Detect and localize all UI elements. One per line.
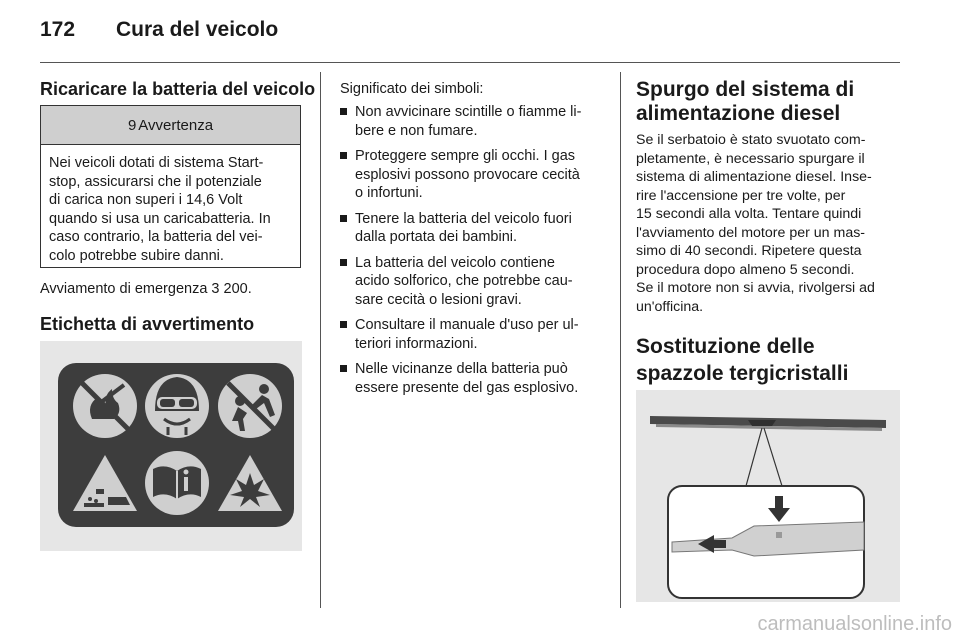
cross-reference-text: Avviamento di emergenza [40, 281, 208, 297]
paragraph-line: Se il motore non si avvia, rivolgersi ad [636, 280, 875, 296]
page-number: 172 [40, 18, 76, 41]
warning-header [41, 106, 300, 145]
list-item-line: dalla portata dei bambini. [355, 229, 518, 245]
warning-text [41, 145, 300, 265]
list-item-line: teriori informazioni. [355, 335, 478, 352]
list-item-line: esplosivi possono provocare cecità [355, 166, 580, 183]
page-arrow-icon: 3 [211, 281, 220, 297]
warning-title: Avvertenza [138, 116, 214, 134]
column-divider-left [320, 72, 321, 608]
header-rule [40, 62, 900, 63]
list-item-line: essere presente del gas esplosivo. [355, 379, 579, 396]
bullet-square-icon [340, 365, 347, 372]
list-item [340, 360, 608, 397]
section-title-line: Sostituzione delle [636, 335, 815, 358]
page-title: Cura del veicolo [116, 18, 279, 41]
wiper-figure [636, 390, 900, 602]
read-manual-icon [145, 451, 209, 515]
symbols-list [340, 103, 608, 404]
paragraph-line: un'officina. [636, 298, 704, 315]
list-item-line: La batteria del veicolo contiene [355, 254, 555, 271]
column-divider-right [620, 72, 621, 608]
warning-label-figure [40, 341, 302, 551]
section-title-wiper-replacement [636, 333, 906, 387]
list-item-line: sare cecità o lesioni gravi. [355, 291, 522, 308]
wiper-illustration [636, 390, 900, 602]
bullet-square-icon [340, 321, 347, 328]
list-item [340, 103, 608, 140]
warning-label-illustration [40, 341, 302, 551]
list-item-line: Nelle vicinanze della batteria può [355, 361, 568, 377]
list-item [340, 254, 608, 310]
paragraph-line: sistema di alimentazione diesel. Inse- [636, 169, 872, 185]
diesel-bleed-text [636, 131, 908, 316]
paragraph-line: 15 secondi alla volta. Tentare quindi [636, 206, 862, 222]
list-item [340, 316, 608, 353]
warning-line: quando si usa un caricabatteria. In [49, 210, 271, 227]
list-item-line: Non avvicinare scintille o fiamme li- [355, 104, 582, 120]
bullet-square-icon [340, 215, 347, 222]
paragraph-line: Se il serbatoio è stato svuotato com- [636, 132, 866, 148]
section-title-line: spazzole tergicristalli [636, 362, 849, 385]
paragraph-line: pletamente, è necessario spurgare il [636, 150, 865, 167]
list-item-line: Proteggere sempre gli occhi. I gas [355, 148, 576, 164]
paragraph-line: l'avviamento del motore per un mas- [636, 224, 866, 241]
bullet-square-icon [340, 259, 347, 266]
paragraph-line: simo di 40 secondi. Ripetere questa [636, 243, 862, 259]
list-item-line: bere e non fumare. [355, 122, 478, 139]
list-item-line: Tenere la batteria del veicolo fuori [355, 210, 572, 227]
paragraph-line: rire l'accensione per tre volte, per [636, 187, 846, 204]
list-item-line: o infortuni. [355, 185, 423, 201]
keep-children-away-icon [218, 374, 282, 438]
paragraph-line: procedura dopo almeno 5 secondi. [636, 261, 855, 278]
cross-reference [40, 280, 252, 299]
warning-line: stop, assicurarsi che il potenziale [49, 173, 262, 190]
warning-line: caso contrario, la batteria del vei- [49, 229, 263, 245]
warning-line: colo potrebbe subire danni. [49, 247, 224, 264]
list-item-line: acido solforico, che potrebbe cau- [355, 273, 573, 289]
section-title-label: Etichetta di avvertimento [40, 314, 255, 334]
list-item-line: Consultare il manuale d'uso per ul- [355, 317, 579, 333]
bullet-square-icon [340, 108, 347, 115]
warning-triangle-icon: 9 [127, 116, 137, 134]
no-flames-icon [73, 374, 137, 438]
eye-protection-icon [145, 374, 209, 438]
warning-box [40, 105, 301, 268]
symbols-intro: Significato dei simboli: [340, 81, 484, 97]
watermark: carmanualsonline.info [757, 613, 952, 635]
section-title-diesel-bleed [636, 78, 906, 126]
section-title-line: alimentazione diesel [636, 102, 841, 125]
bullet-square-icon [340, 152, 347, 159]
list-item [340, 147, 608, 203]
warning-line: di carica non superi i 14,6 Volt [49, 192, 243, 208]
section-title-battery: Ricaricare la batteria del veicolo [40, 79, 316, 99]
list-item [340, 210, 608, 247]
warning-line: Nei veicoli dotati di sistema Start- [49, 155, 264, 171]
cross-reference-page[interactable]: 200. [223, 281, 252, 297]
section-title-line: Spurgo del sistema di [636, 78, 855, 101]
